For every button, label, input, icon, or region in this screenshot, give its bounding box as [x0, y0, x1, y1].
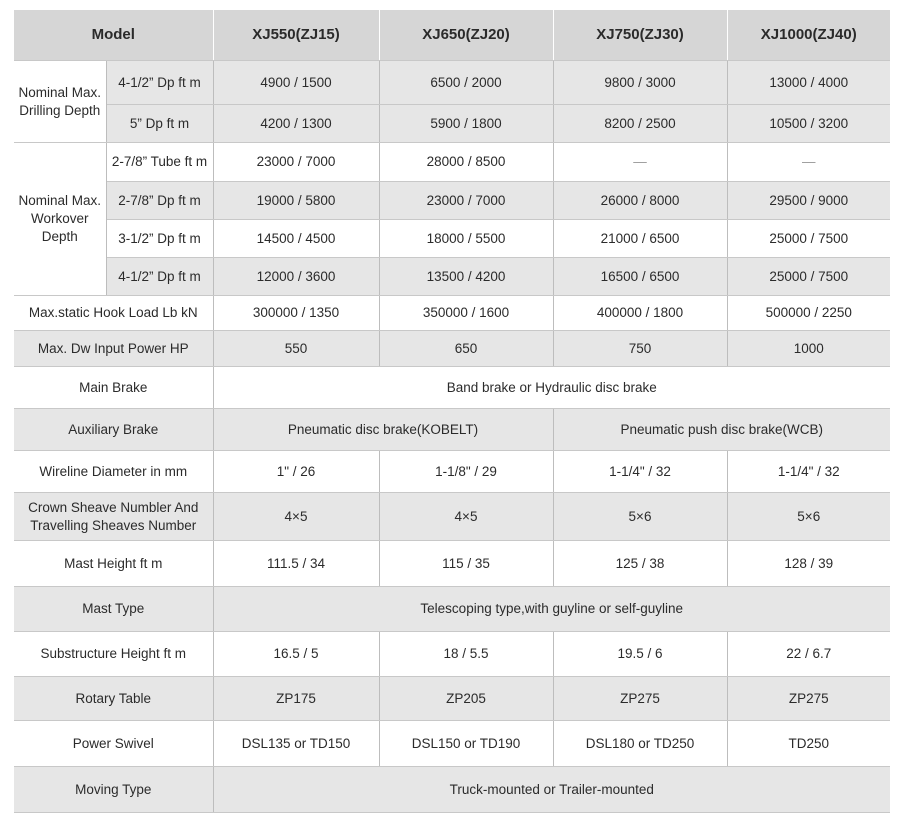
table-cell: 4200 / 1300 — [213, 105, 379, 143]
rig-spec-table — [14, 10, 890, 813]
table-cell: 4×5 — [213, 493, 379, 541]
table-cell: ZP275 — [727, 677, 890, 721]
table-cell: 1-1/4" / 32 — [727, 451, 890, 493]
table-cell: 13500 / 4200 — [379, 258, 553, 296]
table-cell: DSL135 or TD150 — [213, 721, 379, 767]
table-cell: ZP175 — [213, 677, 379, 721]
table-cell: ZP275 — [553, 677, 727, 721]
drilling-depth-label: Nominal Max. Drilling Depth — [14, 61, 106, 143]
table-cell: 14500 / 4500 — [213, 220, 379, 258]
table-cell: 19.5 / 6 — [553, 632, 727, 677]
table-cell: — — [727, 143, 890, 182]
table-cell: 4900 / 1500 — [213, 61, 379, 105]
table-cell: 16500 / 6500 — [553, 258, 727, 296]
drilling-row-1 — [14, 61, 890, 105]
workover-row-1 — [14, 143, 890, 182]
table-cell: 1-1/4" / 32 — [553, 451, 727, 493]
hook-load-label: Max.static Hook Load Lb kN — [14, 296, 213, 331]
mast-type-value: Telescoping type,with guyline or self-guyline — [213, 587, 890, 632]
main-brake-row — [14, 367, 890, 409]
table-cell: DSL180 or TD250 — [553, 721, 727, 767]
moving-type-label: Moving Type — [14, 767, 213, 813]
sheave-row — [14, 493, 890, 541]
table-cell: 550 — [213, 331, 379, 367]
model-header: Model — [14, 10, 213, 61]
aux-brake-right: Pneumatic push disc brake(WCB) — [553, 409, 890, 451]
table-cell: 21000 / 6500 — [553, 220, 727, 258]
table-cell: — — [553, 143, 727, 182]
table-cell: 128 / 39 — [727, 541, 890, 587]
workover-row-3 — [14, 220, 890, 258]
sheave-label: Crown Sheave Numbler And Travelling Sheaves Number — [14, 493, 213, 541]
spec-table-container — [14, 10, 890, 813]
table-cell: 750 — [553, 331, 727, 367]
table-cell: 125 / 38 — [553, 541, 727, 587]
main-brake-value: Band brake or Hydraulic disc brake — [213, 367, 890, 409]
table-cell: 26000 / 8000 — [553, 182, 727, 220]
mast-height-row — [14, 541, 890, 587]
wireline-label: Wireline Diameter in mm — [14, 451, 213, 493]
table-cell: 115 / 35 — [379, 541, 553, 587]
table-cell: 18000 / 5500 — [379, 220, 553, 258]
table-cell: 13000 / 4000 — [727, 61, 890, 105]
substructure-label: Substructure Height ft m — [14, 632, 213, 677]
dw-power-row — [14, 331, 890, 367]
table-cell: 650 — [379, 331, 553, 367]
table-cell: 350000 / 1600 — [379, 296, 553, 331]
model-xj550: XJ550(ZJ15) — [213, 10, 379, 61]
table-cell: 8200 / 2500 — [553, 105, 727, 143]
rotary-table-label: Rotary Table — [14, 677, 213, 721]
workover-row-2 — [14, 182, 890, 220]
workover-sub-label: 4-1/2” Dp ft m — [106, 258, 213, 296]
table-cell: 9800 / 3000 — [553, 61, 727, 105]
workover-sub-label: 2-7/8” Dp ft m — [106, 182, 213, 220]
table-cell: 29500 / 9000 — [727, 182, 890, 220]
rotary-table-row — [14, 677, 890, 721]
workover-row-4 — [14, 258, 890, 296]
table-cell: 5900 / 1800 — [379, 105, 553, 143]
table-cell: 1" / 26 — [213, 451, 379, 493]
workover-sub-label: 2-7/8” Tube ft m — [106, 143, 213, 182]
drilling-sub-label: 4-1/2” Dp ft m — [106, 61, 213, 105]
table-cell: 25000 / 7500 — [727, 220, 890, 258]
table-cell: 10500 / 3200 — [727, 105, 890, 143]
drilling-sub-label: 5” Dp ft m — [106, 105, 213, 143]
table-cell: 5×6 — [727, 493, 890, 541]
table-cell: 300000 / 1350 — [213, 296, 379, 331]
model-xj1000: XJ1000(ZJ40) — [727, 10, 890, 61]
table-cell: 23000 / 7000 — [379, 182, 553, 220]
main-brake-label: Main Brake — [14, 367, 213, 409]
table-cell: 500000 / 2250 — [727, 296, 890, 331]
hook-load-row — [14, 296, 890, 331]
header-row — [14, 10, 890, 61]
table-cell: 19000 / 5800 — [213, 182, 379, 220]
power-swivel-row — [14, 721, 890, 767]
table-cell: 22 / 6.7 — [727, 632, 890, 677]
table-cell: 16.5 / 5 — [213, 632, 379, 677]
model-xj750: XJ750(ZJ30) — [553, 10, 727, 61]
table-cell: 4×5 — [379, 493, 553, 541]
workover-sub-label: 3-1/2” Dp ft m — [106, 220, 213, 258]
table-cell: TD250 — [727, 721, 890, 767]
moving-type-value: Truck-mounted or Trailer-mounted — [213, 767, 890, 813]
table-cell: 111.5 / 34 — [213, 541, 379, 587]
workover-depth-label: Nominal Max. Workover Depth — [14, 143, 106, 296]
table-cell: 12000 / 3600 — [213, 258, 379, 296]
substructure-row — [14, 632, 890, 677]
aux-brake-label: Auxiliary Brake — [14, 409, 213, 451]
table-cell: 18 / 5.5 — [379, 632, 553, 677]
table-cell: 6500 / 2000 — [379, 61, 553, 105]
table-cell: 400000 / 1800 — [553, 296, 727, 331]
power-swivel-label: Power Swivel — [14, 721, 213, 767]
table-cell: 25000 / 7500 — [727, 258, 890, 296]
drilling-row-2 — [14, 105, 890, 143]
mast-type-row — [14, 587, 890, 632]
table-cell: 5×6 — [553, 493, 727, 541]
mast-height-label: Mast Height ft m — [14, 541, 213, 587]
table-cell: ZP205 — [379, 677, 553, 721]
aux-brake-row — [14, 409, 890, 451]
table-cell: 23000 / 7000 — [213, 143, 379, 182]
table-cell: 1000 — [727, 331, 890, 367]
table-cell: DSL150 or TD190 — [379, 721, 553, 767]
table-cell: 28000 / 8500 — [379, 143, 553, 182]
mast-type-label: Mast Type — [14, 587, 213, 632]
wireline-row — [14, 451, 890, 493]
model-xj650: XJ650(ZJ20) — [379, 10, 553, 61]
dw-power-label: Max. Dw Input Power HP — [14, 331, 213, 367]
aux-brake-left: Pneumatic disc brake(KOBELT) — [213, 409, 553, 451]
table-cell: 1-1/8" / 29 — [379, 451, 553, 493]
moving-type-row — [14, 767, 890, 813]
